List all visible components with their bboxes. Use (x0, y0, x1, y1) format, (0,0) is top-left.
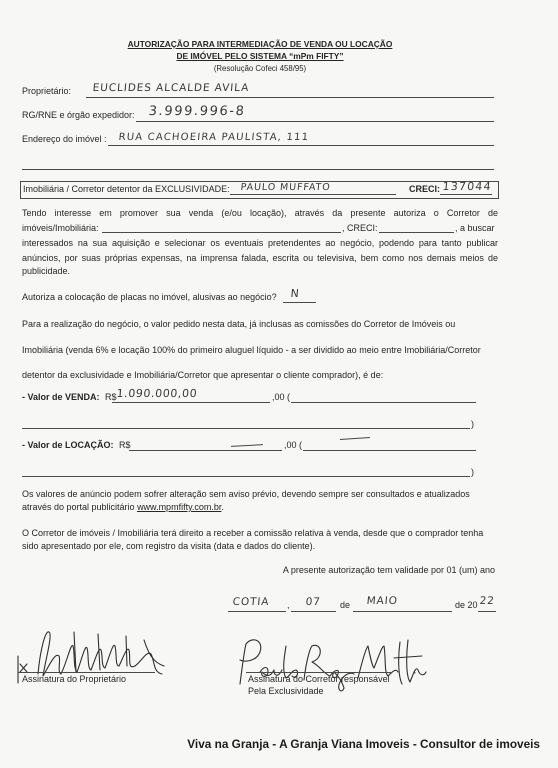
sale-close-paren: ) (471, 419, 474, 429)
address-label: Endereço do imóvel : (22, 134, 107, 144)
exclusivity-creci-label: CRECI: (409, 184, 440, 194)
owner-handwritten-value: EUCLIDES ALCALDE AVILA (92, 82, 250, 94)
date-month-underline (353, 611, 452, 612)
date-city-handwritten: COTIA (232, 596, 270, 608)
address-extra-line (22, 169, 494, 170)
owner-signature-label: Assinatura do Proprietário (22, 674, 127, 684)
form-title-line-1: AUTORIZAÇÃO PARA INTERMEDIAÇÃO DE VENDA OU LOCAÇÃO (127, 39, 393, 49)
rent-cents: ,00 ( (284, 440, 303, 450)
rent-value-handwritten-dash (231, 444, 263, 447)
sale-value-label (22, 392, 117, 403)
values-note-line-2 (22, 502, 224, 513)
signs-question: Autoriza a colocação de placas no imóvel, alusivas ao negócio? (22, 292, 277, 302)
sale-currency: R$ (105, 392, 117, 402)
authorization-line-2-end: , a buscar (455, 223, 495, 233)
authorization-line-5: publicidade. (22, 266, 71, 276)
exclusivity-creci-underline (440, 194, 492, 195)
address-handwritten-value: RUA CACHOEIRA PAULISTA, 111 (118, 132, 310, 143)
rent-words-handwritten-dash (340, 437, 370, 440)
broker-signature-sublabel: Pela Exclusividade (248, 686, 324, 696)
pricing-line-1: Para a realização do negócio, o valor pedido nesta data, já inclusas as comissões do Corretor de Imóveis ou (22, 319, 456, 329)
commission-note-line-2: sido apresentado por ele, com registro da visita (data e dados do cliente). (22, 541, 316, 551)
date-de-2: de 20 (455, 600, 478, 610)
date-year-underline (478, 611, 496, 612)
date-year-handwritten: 22 (479, 595, 496, 607)
date-de-1: de (340, 600, 351, 610)
rent-value-underline (129, 450, 282, 451)
rent-words-underline-2 (22, 476, 470, 477)
pricing-line-3: detentor da exclusividade e Imobiliária/Corretor que apresentar o cliente comprador), é de: (22, 370, 384, 380)
id-doc-handwritten-value: 3.999.996-8 (148, 104, 247, 119)
authorization-line-1: Tendo interesse em promover sua venda (e/ou locação), através da presente autoriza o Corretor de (22, 208, 498, 218)
date-month-handwritten: MAIO (366, 595, 399, 607)
values-note-line-2-text: através do portal publicitário (22, 502, 138, 512)
sale-value-underline (112, 402, 270, 403)
sale-cents: ,00 ( (272, 392, 291, 402)
id-doc-label: RG/RNE e órgão expedidor: (22, 110, 135, 120)
rent-currency: R$ (119, 440, 131, 450)
form-subtitle: (Resolução Cofeci 458/95) (213, 64, 307, 73)
values-note-line-1: Os valores de anúncio podem sofrer alteração sem aviso prévio, devendo sempre ser consultados e atualizados (22, 489, 470, 499)
sale-value-handwritten: 1.090.000,00 (116, 387, 198, 400)
sale-words-underline (291, 402, 476, 403)
form-title-line-2: DE IMÓVEL PELO SISTEMA “mPm FIFTY” (176, 51, 344, 61)
date-day-underline (291, 611, 336, 612)
date-city-underline (228, 611, 286, 612)
exclusivity-creci-handwritten: 137044 (442, 180, 493, 193)
owner-signature-line (18, 672, 155, 673)
rent-label-text: - Valor de LOCAÇÃO: (22, 440, 114, 450)
rent-value-label (22, 440, 131, 451)
broker-signature-line (246, 672, 392, 673)
address-underline (108, 145, 494, 146)
sale-words-underline-2 (22, 428, 470, 429)
authorization-line-3: interessados na sua aquisição e selecionar os eventuais pretendentes ao negócio, podendo para tanto publicar (22, 238, 498, 248)
form-title-block (100, 38, 420, 74)
date-comma: , (287, 600, 290, 610)
sale-label-text: - Valor de VENDA: (22, 392, 100, 402)
validity-note: A presente autorização tem validade por 01 (um) ano (282, 565, 495, 575)
commission-note-line-1: O Corretor de imóveis / Imobiliária terá direito a receber a comissão relativa à venda, desde que o comprador tenha (22, 528, 484, 538)
broker-signature-label: Assinatura do Corretor responsável (248, 674, 390, 684)
authorization-creci-blank (379, 232, 454, 233)
footer-caption: Viva na Granja - A Granja Viana Imoveis - Consultor de imoveis (187, 737, 540, 751)
authorization-broker-blank (102, 232, 341, 233)
signs-answer-underline (283, 302, 316, 303)
id-doc-underline (136, 121, 494, 122)
signs-answer-handwritten: N (290, 287, 301, 300)
values-note-line-2-end: . (221, 502, 224, 512)
exclusivity-broker-handwritten: PAULO MUFFATO (240, 182, 332, 193)
rent-close-paren: ) (471, 467, 474, 477)
authorization-line-2-creci: , CRECI: (342, 223, 378, 233)
portal-url: www.mpmfifty.com.br (137, 502, 222, 512)
exclusivity-broker-underline (230, 194, 396, 195)
authorization-line-2-start: imóveis/Imobiliária: (22, 223, 99, 233)
pricing-line-2: Imobiliária (venda 6% e locação 100% do primeiro aluguel líquido - a ser dividido ao meio entre Imobiliária/Corretor (22, 345, 481, 355)
rent-words-underline (303, 450, 476, 451)
owner-label: Proprietário: (22, 86, 72, 96)
owner-underline (86, 97, 494, 98)
authorization-line-4: anúncios, por suas próprias expensas, na imprensa falada, escrita ou televisiva, bem como nos demais meios de (22, 253, 498, 263)
date-day-handwritten: 07 (305, 596, 322, 608)
exclusivity-label: Imobiliária / Corretor detentor da EXCLUSIVIDADE: (23, 184, 230, 194)
